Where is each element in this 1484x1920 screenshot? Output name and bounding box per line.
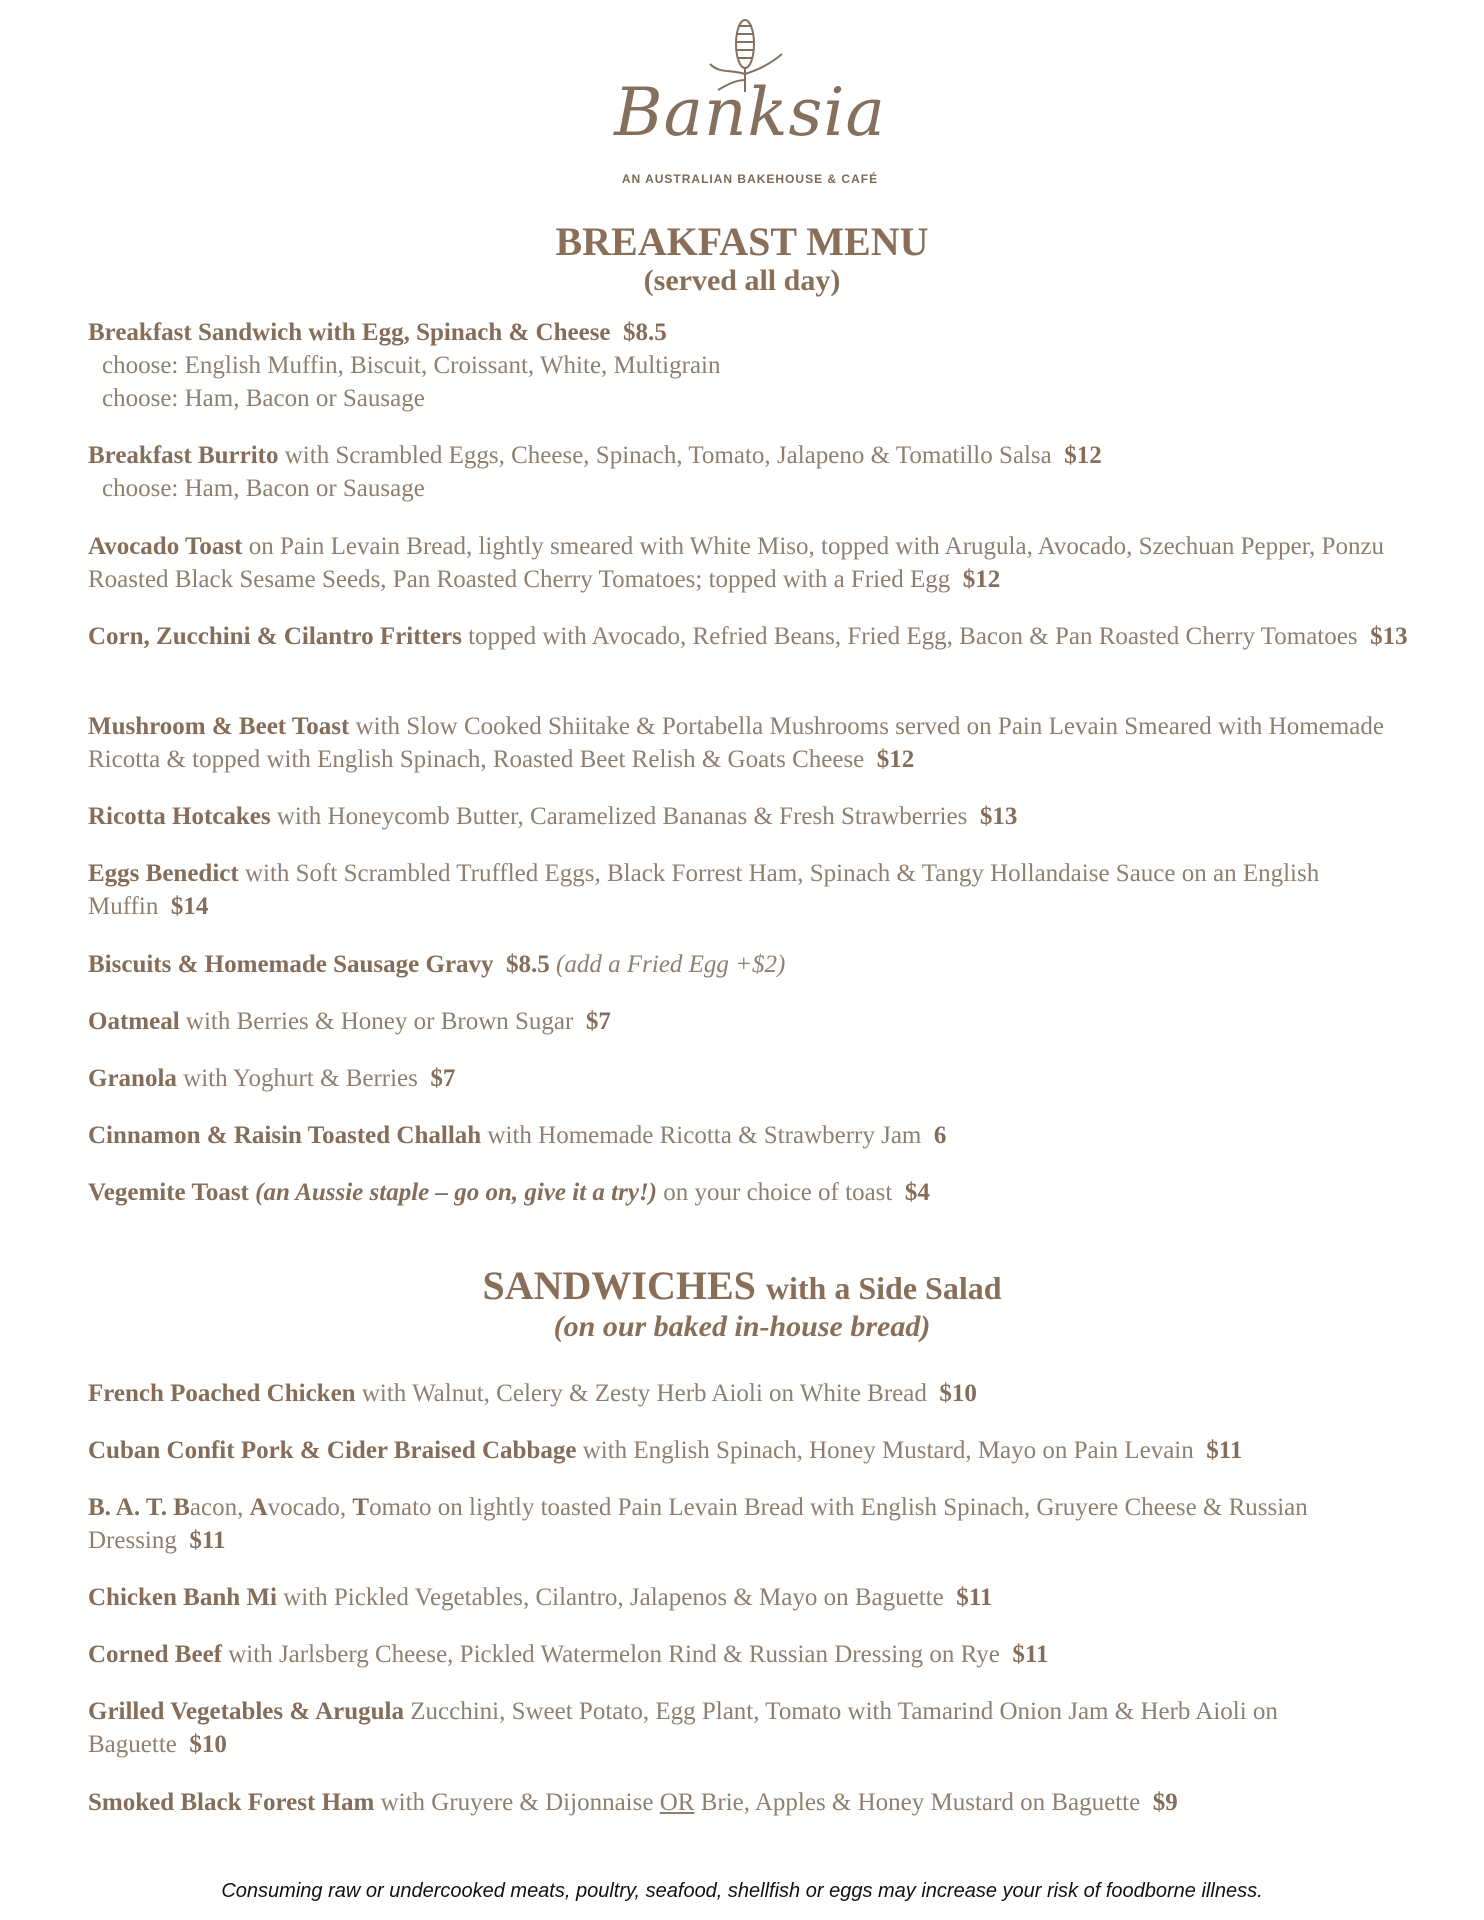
item-name-text: acon,: [189, 1494, 250, 1521]
item-desc: topped with Avocado, Refried Beans, Fried Egg, Bacon & Pan Roasted Cherry Tomatoes: [461, 623, 1358, 650]
item-name: Granola: [88, 1065, 177, 1092]
item-price: $4: [904, 1179, 930, 1206]
item-option: choose: Ham, Bacon or Sausage: [102, 385, 425, 412]
item-price: $10: [939, 1380, 977, 1407]
item-price: $12: [876, 746, 915, 773]
sandwiches-title-suffix: with a Side Salad: [765, 1270, 1002, 1306]
item-option: choose: English Muffin, Biscuit, Croissant, White, Multigrain: [102, 352, 721, 379]
item-price: $7: [585, 1008, 611, 1035]
sandwiches-subtitle: (on our baked in-house bread): [553, 1310, 931, 1343]
item-price: $7: [430, 1065, 456, 1092]
item-note: (add a Fried Egg +$2): [556, 951, 786, 978]
item-price: $9: [1152, 1789, 1178, 1816]
item-name-part: A: [249, 1494, 268, 1521]
item-price: $10: [189, 1731, 227, 1758]
brand-logo: [560, 14, 930, 194]
sandwiches-title-main: SANDWICHES: [482, 1263, 756, 1308]
item-desc: with Gruyere & Dijonnaise: [374, 1789, 660, 1816]
item-name: Grilled Vegetables & Arugula: [88, 1698, 404, 1725]
item-name: Corned Beef: [88, 1641, 222, 1668]
item-price: $11: [1206, 1437, 1243, 1464]
item-price: $8.5: [506, 951, 550, 978]
logo-tagline: AN AUSTRALIAN BAKEHOUSE & CAFÉ: [621, 172, 879, 186]
item-desc: with Berries & Honey or Brown Sugar: [179, 1008, 574, 1035]
item-desc: with Yoghurt & Berries: [176, 1065, 418, 1092]
menu-item: [88, 948, 1408, 981]
item-price: $8.5: [623, 319, 667, 346]
item-name: French Poached Chicken: [88, 1380, 356, 1407]
item-name-part: T: [352, 1494, 370, 1521]
item-desc: with Slow Cooked Shiitake & Portabella Mushrooms served on Pain Levain Smeared with Homemade Ricotta & topped with English Spinach, Roasted Beet Relish & Goats Cheese: [88, 713, 1384, 773]
item-desc: with Jarlsberg Cheese, Pickled Watermelon Rind & Russian Dressing on Rye: [222, 1641, 1000, 1668]
item-name-part: B. A. T. B: [88, 1494, 190, 1521]
item-name: Corn, Zucchini & Cilantro Fritters: [88, 623, 462, 650]
item-desc: omato on lightly toasted Pain Levain Bread with English Spinach, Gruyere Cheese & Russian Dressing: [88, 1494, 1308, 1554]
menu-item: [88, 1434, 1408, 1467]
item-desc: with Scrambled Eggs, Cheese, Spinach, Tomato, Jalapeno & Tomatillo Salsa: [278, 442, 1052, 469]
item-option: choose: Ham, Bacon or Sausage: [102, 475, 425, 502]
item-name-text: vocado,: [267, 1494, 353, 1521]
item-name: Biscuits & Homemade Sausage Gravy: [88, 951, 494, 978]
item-name: Mushroom & Beet Toast: [88, 713, 350, 740]
item-price: 6: [933, 1122, 947, 1149]
sandwiches-title: [0, 1262, 1484, 1309]
menu-item: [88, 1377, 1408, 1410]
menu-item: [88, 1119, 1408, 1152]
menu-item: [88, 1176, 1408, 1209]
item-desc: on Pain Levain Bread, lightly smeared with White Miso, topped with Arugula, Avocado, Szechuan Pepper, Ponzu Roasted Black Sesame Seeds, Pan Roasted Cherry Tomatoes; topped with a Fried Egg: [88, 533, 1385, 593]
item-desc: Zucchini, Sweet Potato, Egg Plant, Tomato with Tamarind Onion Jam & Herb Aioli on Baguette: [88, 1698, 1278, 1758]
item-desc: Brie, Apples & Honey Mustard on Baguette: [694, 1789, 1141, 1816]
item-desc: with Homemade Ricotta & Strawberry Jam: [481, 1122, 922, 1149]
menu-item: [88, 800, 1408, 833]
item-price: $12: [962, 566, 1001, 593]
menu-item: [88, 1062, 1408, 1095]
item-price: $11: [189, 1527, 226, 1554]
item-desc: with English Spinach, Honey Mustard, Mayo on Pain Levain: [576, 1437, 1194, 1464]
item-name: Avocado Toast: [88, 533, 243, 560]
menu-item: [88, 316, 1408, 415]
item-name: Vegemite Toast: [88, 1179, 249, 1206]
item-name: Breakfast Sandwich with Egg, Spinach & Cheese: [88, 319, 611, 346]
breakfast-subtitle: (served all day): [643, 264, 841, 297]
menu-item: [88, 1581, 1408, 1614]
food-safety-disclaimer: Consuming raw or undercooked meats, poultry, seafood, shellfish or eggs may increase your risk of foodborne illness.: [221, 1880, 1263, 1902]
logo-wordmark: Banksia: [614, 74, 886, 151]
item-price: $11: [956, 1584, 993, 1611]
menu-item: [88, 1638, 1408, 1671]
menu-item: [88, 857, 1408, 923]
item-name: Oatmeal: [88, 1008, 180, 1035]
breakfast-title: BREAKFAST MENU: [555, 219, 929, 264]
item-name: Cuban Confit Pork & Cider Braised Cabbage: [88, 1437, 577, 1464]
item-desc: on your choice of toast: [657, 1179, 893, 1206]
item-price: $14: [170, 893, 209, 920]
menu-item: [88, 530, 1408, 596]
menu-item: [88, 1695, 1408, 1761]
item-desc: with Soft Scrambled Truffled Eggs, Black Forrest Ham, Spinach & Tangy Hollandaise Sauce on an English Muffin: [88, 860, 1320, 920]
item-desc: with Walnut, Celery & Zesty Herb Aioli on White Bread: [355, 1380, 927, 1407]
item-desc: with Honeycomb Butter, Caramelized Bananas & Fresh Strawberries: [270, 803, 968, 830]
item-name: Eggs Benedict: [88, 860, 239, 887]
item-name: Chicken Banh Mi: [88, 1584, 277, 1611]
item-price: $13: [979, 803, 1018, 830]
menu-item: [88, 1786, 1408, 1819]
menu-item: [88, 710, 1408, 776]
menu-item: [88, 620, 1408, 653]
item-price: $13: [1370, 623, 1408, 650]
item-or: OR: [659, 1789, 695, 1816]
menu-item: [88, 1491, 1408, 1557]
item-price: $11: [1012, 1641, 1049, 1668]
item-name: Cinnamon & Raisin Toasted Challah: [88, 1122, 482, 1149]
item-price: $12: [1064, 442, 1102, 469]
item-aside: (an Aussie staple – go on, give it a try!): [255, 1179, 657, 1206]
item-name: Breakfast Burrito: [88, 442, 279, 469]
item-name: Ricotta Hotcakes: [88, 803, 271, 830]
menu-item: [88, 1005, 1408, 1038]
menu-item: [88, 439, 1408, 505]
item-name: Smoked Black Forest Ham: [88, 1789, 375, 1816]
item-desc: with Pickled Vegetables, Cilantro, Jalapenos & Mayo on Baguette: [276, 1584, 944, 1611]
